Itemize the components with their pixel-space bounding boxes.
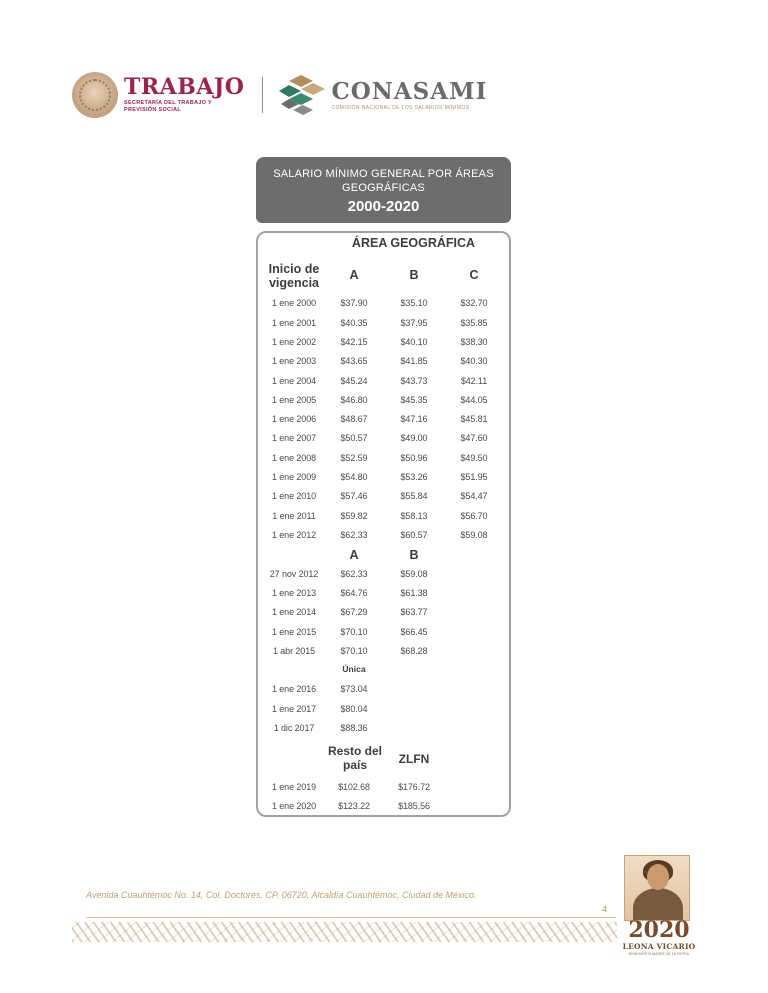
badge-name: LEONA VICARIO <box>622 942 696 951</box>
footer-address: Avenida Cuauhtémoc No. 14, Col. Doctores, CP. 06720, Alcaldía Cuauhtémoc, Ciudad de México. <box>86 890 477 900</box>
table-cell-a: $64.76 <box>340 588 368 598</box>
table-cell-a: $62.33 <box>340 530 368 540</box>
column-header-a: A <box>349 268 359 282</box>
table-cell-a: $52.59 <box>340 453 368 463</box>
table-cell-date: 1 ene 2017 <box>271 704 317 714</box>
table-cell-b: $47.16 <box>400 414 428 424</box>
table-cell-date: 27 nov 2012 <box>269 569 319 579</box>
table-cell-b: $68.28 <box>400 646 428 656</box>
trabajo-logo <box>124 76 244 114</box>
area-heading: ÁREA GEOGRÁFICA <box>351 236 476 250</box>
table-cell-a: $43.65 <box>340 356 368 366</box>
leona-vicario-portrait-icon <box>624 855 690 921</box>
mexico-eagle-seal-icon <box>72 72 118 118</box>
table-cell-b: $53.26 <box>400 472 428 482</box>
table-cell-c: $49.50 <box>460 453 488 463</box>
table-cell-b: $40.10 <box>400 337 428 347</box>
table-cell-a: $50.57 <box>340 433 368 443</box>
table-cell-c: $54.47 <box>460 491 488 501</box>
table-cell-a: $59.82 <box>340 511 368 521</box>
table-cell-b: $35.10 <box>400 298 428 308</box>
table-cell-c: $38.30 <box>460 337 488 347</box>
table-cell-date: 1 ene 2000 <box>271 298 317 308</box>
conasami-subtitle: COMISIÓN NACIONAL DE LOS SALARIOS MÍNIMOS <box>331 104 470 111</box>
table-cell-c: $47.60 <box>460 433 488 443</box>
table-title: SALARIO MÍNIMO GENERAL POR ÁREAS GEOGRÁFICAS <box>273 168 494 194</box>
column-header-b: B <box>409 268 419 282</box>
table-cell-b: $58.13 <box>400 511 428 521</box>
table-cell-a: $57.46 <box>340 491 368 501</box>
table-cell-a: $37.90 <box>340 298 368 308</box>
column-header-a: A <box>349 548 359 562</box>
table-cell-date: 1 ene 2012 <box>271 530 317 540</box>
table-cell-b: $55.84 <box>400 491 428 501</box>
table-cell-date: 1 ene 2013 <box>271 588 317 598</box>
table-cell-a: $88.36 <box>340 723 368 733</box>
table-cell-date: 1 ene 2003 <box>271 356 317 366</box>
table-cell-date: 1 ene 2002 <box>271 337 317 347</box>
table-cell-date: 1 ene 2019 <box>271 782 317 792</box>
column-header-c: C <box>469 268 479 282</box>
table-title-years: 2000-2020 <box>347 198 420 215</box>
table-cell-b: $66.45 <box>400 627 428 637</box>
table-cell-a: $46.80 <box>340 395 368 405</box>
conasami-logo-icon <box>279 73 327 117</box>
table-cell-c: $59.08 <box>460 530 488 540</box>
page-number: 4 <box>602 904 608 914</box>
table-cell-b: $60.57 <box>400 530 428 540</box>
column-header-resto-del-pais: Resto del país <box>327 744 382 772</box>
conasami-logo <box>331 77 488 111</box>
table-cell-date: 1 ene 2005 <box>271 395 317 405</box>
table-title-box <box>256 157 511 223</box>
table-cell-b: $59.08 <box>400 569 428 579</box>
conasami-title: CONASAMI <box>331 77 488 105</box>
table-cell-b: $45.35 <box>400 395 428 405</box>
table-cell-b: $50.96 <box>400 453 428 463</box>
table-cell-zlfn: $185.56 <box>398 801 430 811</box>
table-cell-date: 1 ene 2006 <box>271 414 317 424</box>
column-header-b: B <box>409 548 419 562</box>
table-cell-date: 1 ene 2001 <box>271 318 317 328</box>
trabajo-subtitle: SECRETARÍA DEL TRABAJO Y PREVISIÓN SOCIAL <box>124 100 212 113</box>
column-header-unica: Única <box>342 664 366 674</box>
table-cell-date: 1 ene 2004 <box>271 376 317 386</box>
table-cell-date: 1 ene 2008 <box>271 453 317 463</box>
badge-year: 2020 <box>628 917 690 943</box>
table-cell-c: $56.70 <box>460 511 488 521</box>
table-cell-a: $54.80 <box>340 472 368 482</box>
table-cell-b: $41.85 <box>400 356 428 366</box>
table-cell-b: $63.77 <box>400 607 428 617</box>
table-cell-date: 1 ene 2010 <box>271 491 317 501</box>
table-cell-b: $37.95 <box>400 318 428 328</box>
table-cell-a: $70.10 <box>340 646 368 656</box>
table-cell-b: $43.73 <box>400 376 428 386</box>
table-cell-resto: $123.22 <box>338 801 370 811</box>
table-cell-c: $40.30 <box>460 356 488 366</box>
trabajo-title: TRABAJO <box>124 74 245 100</box>
table-cell-date: 1 ene 2015 <box>271 627 317 637</box>
decorative-pattern-band <box>72 922 617 942</box>
table-cell-date: 1 ene 2014 <box>271 607 317 617</box>
table-cell-a: $48.67 <box>340 414 368 424</box>
table-cell-date: 1 ene 2011 <box>272 511 316 521</box>
table-cell-b: $49.00 <box>400 433 428 443</box>
table-cell-a: $70.10 <box>340 627 368 637</box>
table-cell-date: 1 ene 2020 <box>271 801 317 811</box>
table-cell-c: $51.95 <box>460 472 488 482</box>
table-cell-c: $35.85 <box>460 318 488 328</box>
table-cell-date: 1 ene 2009 <box>271 472 317 482</box>
column-header-zlfn: ZLFN <box>398 752 430 766</box>
table-cell-a: $45.24 <box>340 376 368 386</box>
table-cell-date: 1 abr 2015 <box>272 646 316 656</box>
table-cell-resto: $102.68 <box>338 782 370 792</box>
table-cell-date: 1 ene 2007 <box>271 433 317 443</box>
table-cell-a: $40.35 <box>340 318 368 328</box>
table-cell-a: $42.15 <box>340 337 368 347</box>
table-cell-date: 1 ene 2016 <box>271 684 317 694</box>
table-cell-c: $45.81 <box>460 414 488 424</box>
table-cell-a: $73.04 <box>340 684 368 694</box>
table-cell-zlfn: $176.72 <box>398 782 430 792</box>
table-cell-c: $32.70 <box>460 298 488 308</box>
table-cell-b: $61.38 <box>400 588 428 598</box>
table-cell-a: $62.33 <box>340 569 368 579</box>
header-logos <box>72 70 487 120</box>
table-cell-a: $67.29 <box>340 607 368 617</box>
table-cell-date: 1 dic 2017 <box>273 723 315 733</box>
date-column-header: Inicio de vigencia <box>268 262 320 290</box>
table-cell-a: $80.04 <box>340 704 368 714</box>
logo-divider <box>262 77 263 113</box>
table-cell-c: $42.11 <box>460 376 488 386</box>
badge-subtitle: BENEMÉRITA MADRE DE LA PATRIA <box>629 952 689 956</box>
table-cell-c: $44.05 <box>460 395 488 405</box>
footer-divider <box>86 917 616 918</box>
